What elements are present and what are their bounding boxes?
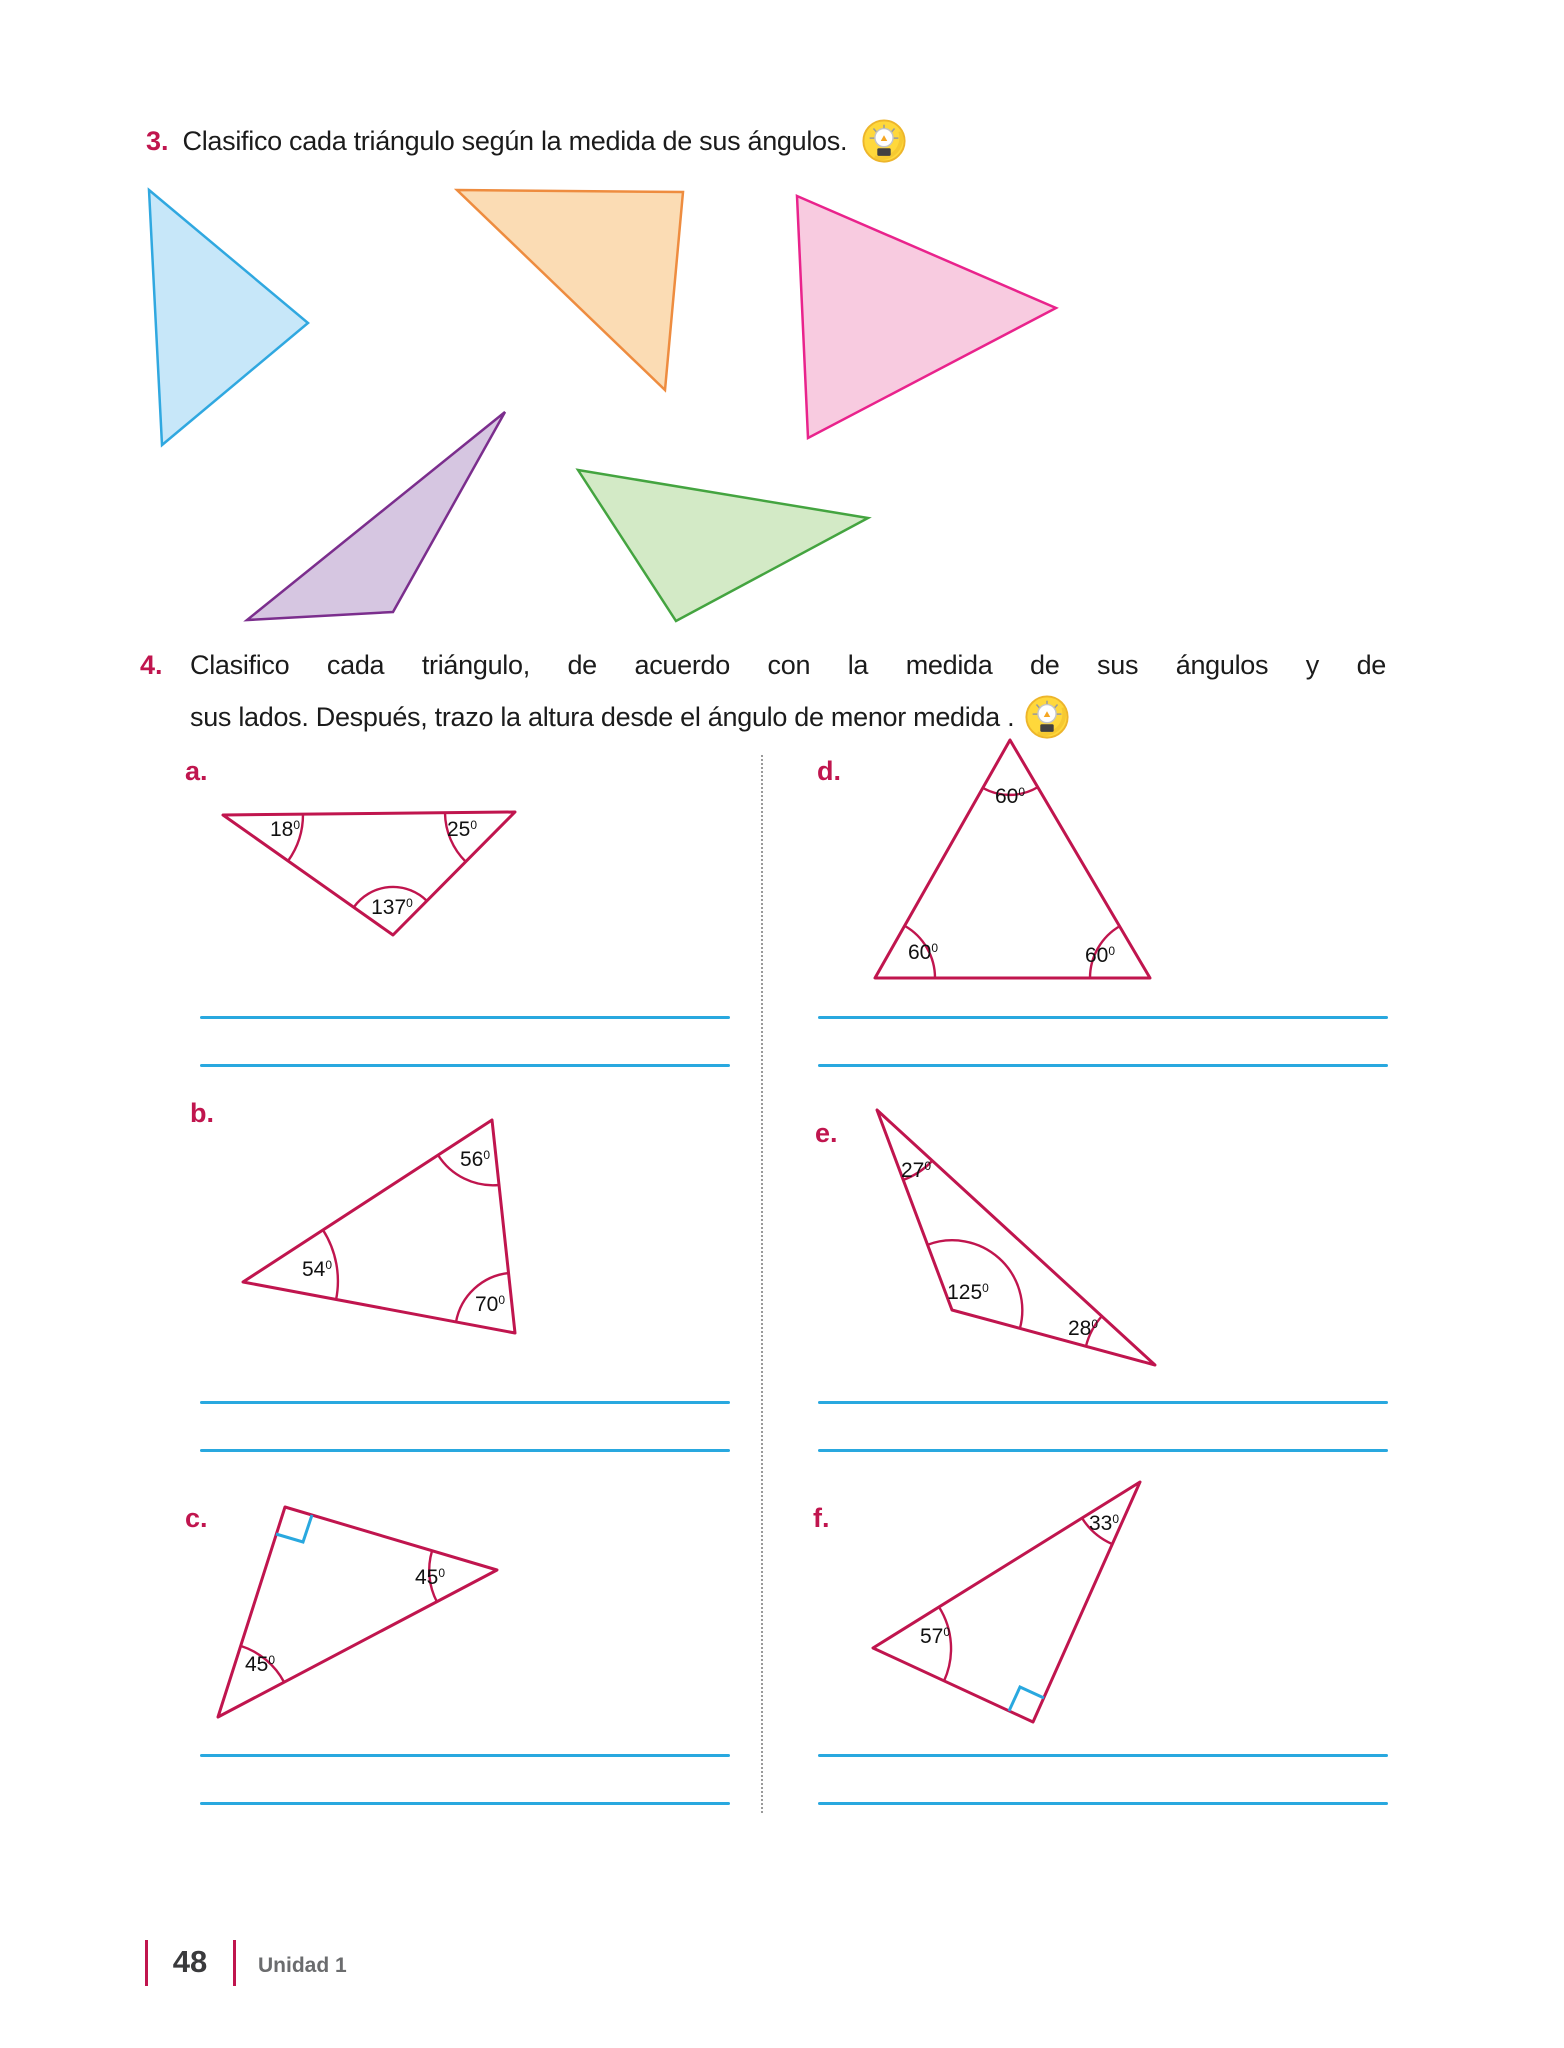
blue-triangle [149,190,308,445]
exercise4-number: 4. [140,650,163,680]
angle-label: $56^0$ [459,1148,491,1171]
angle-label: $28^0$ [1067,1317,1099,1340]
green-triangle [578,470,868,621]
angle-label: $27^0$ [900,1159,932,1182]
figure-a [180,755,540,950]
answer-line [818,1064,1388,1067]
exercise3-triangles [0,0,1200,680]
unit-label: Unidad 1 [258,1954,347,1977]
angle-label: $25^0$ [446,818,478,841]
answer-line [818,1802,1388,1805]
answer-line [200,1754,730,1757]
item-label-c: c. [185,1503,208,1533]
angle-label: $60^0$ [994,785,1026,808]
item-label-e: e. [815,1118,838,1148]
answer-line [200,1802,730,1805]
item-label-a: a. [185,756,208,786]
exercise3-statement: Clasifico cada triángulo según la medida de sus ángulos. [182,125,848,156]
exercise4-statement-line2: sus lados. Después, trazo la altura desde el ángulo de menor medida . [190,701,1015,732]
item-label-b: b. [190,1098,214,1128]
angle-label: $60^0$ [907,941,939,964]
angle-label: $45^0$ [244,1653,276,1676]
figure-b [200,1095,540,1350]
orange-triangle [457,190,683,390]
figure-d [850,728,1170,993]
angle-label: $137^0$ [371,896,413,919]
angle-label: $60^0$ [1084,944,1116,967]
figure-f [850,1435,1170,1740]
answer-line [200,1449,730,1452]
answer-line [818,1754,1388,1757]
figure-e [830,1085,1175,1380]
item-label-f: f. [813,1503,830,1533]
footer-rule [233,1940,236,1986]
figure-c [180,1455,520,1740]
angle-label: $33^0$ [1088,1512,1120,1535]
triangle-c-shape [218,1507,497,1717]
angle-label: $18^0$ [269,818,301,841]
column-divider [761,755,763,1813]
pink-triangle [797,196,1056,438]
answer-line [200,1401,730,1404]
exercise3-number: 3. [146,125,169,156]
angle-label: $125^0$ [947,1281,989,1304]
answer-line [818,1016,1388,1019]
page-number: 48 [172,1944,208,1979]
purple-triangle [247,412,505,620]
angle-label: $57^0$ [919,1625,951,1648]
item-label-d: d. [817,756,841,786]
triangle-e-shape [877,1110,1155,1365]
answer-line [200,1016,730,1019]
angle-label: $45^0$ [414,1566,446,1589]
exercise4-statement-line1: Clasifico cada triángulo, de acuerdo con la medida de sus ángulos y de [190,650,1386,680]
answer-line [818,1449,1388,1452]
angle-label: $70^0$ [474,1293,506,1316]
answer-line [200,1064,730,1067]
angle-label: $54^0$ [301,1258,333,1281]
answer-line [818,1401,1388,1404]
